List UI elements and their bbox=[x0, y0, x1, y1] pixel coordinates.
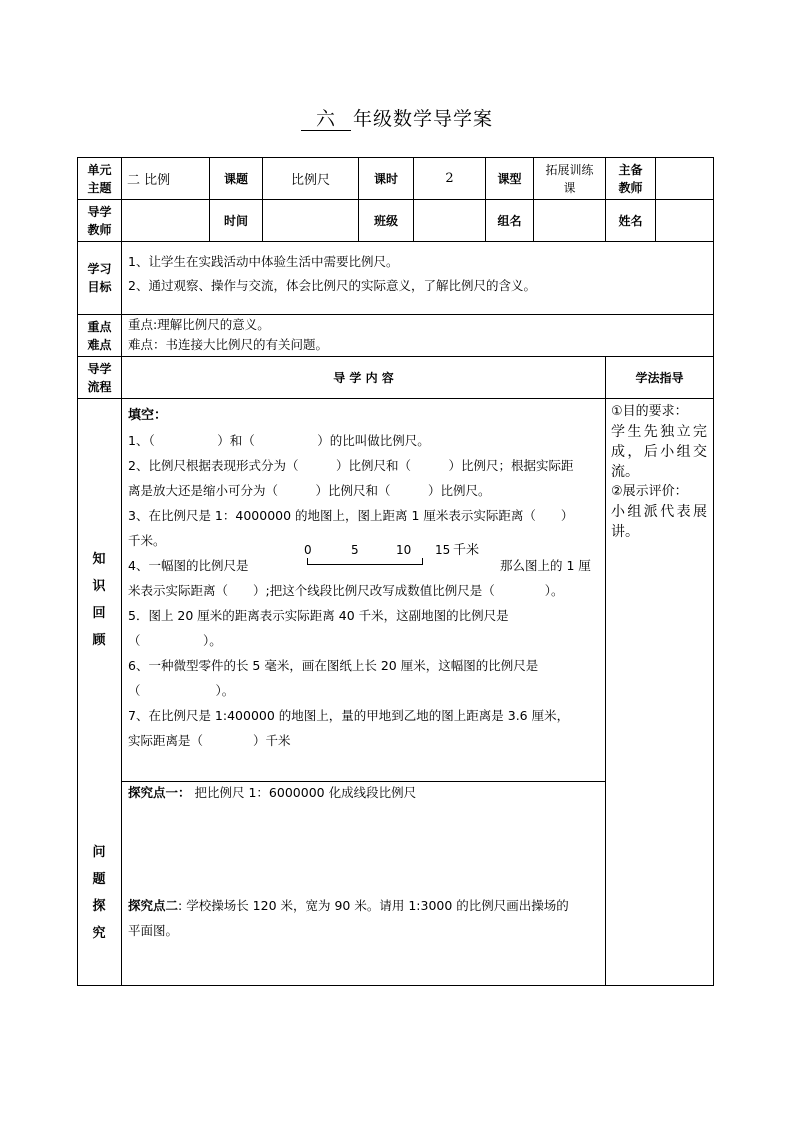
method-guide-label: ①目的要求： bbox=[611, 404, 688, 419]
content-header: 导 学 内 容 bbox=[333, 370, 394, 385]
key-point-line: 难点：书连接大比例尺的有关问题。 bbox=[128, 337, 329, 352]
scale-tick-label: 5 bbox=[351, 543, 359, 557]
explore-point-2-line2: 平面图。 bbox=[128, 923, 179, 938]
type-value: 拓展训练 课 bbox=[545, 162, 594, 195]
review-line: 7、在比例尺是 1:400000 的地图上，量的甲地到乙地的图上距离是 3.6 厘米， bbox=[128, 708, 570, 723]
unit-label: 单元 主题 bbox=[87, 162, 112, 195]
review-line: 千米。 bbox=[128, 533, 166, 548]
goal-line: 1、让学生在实践活动中体验生活中需要比例尺。 bbox=[128, 254, 399, 269]
explore-point-2 bbox=[128, 893, 569, 943]
review-content bbox=[128, 403, 602, 753]
unit-value: 二 比例 bbox=[127, 173, 171, 188]
scale-unit: 千米 bbox=[453, 543, 480, 558]
explore-point-1-text: 把比例尺 1：6000000 化成线段比例尺 bbox=[194, 785, 417, 800]
topic-label: 课题 bbox=[223, 171, 248, 186]
explore-point-1 bbox=[128, 780, 416, 805]
scale-bar bbox=[307, 564, 423, 565]
scale-tick-label: 10 bbox=[396, 543, 412, 557]
title-text: 年级数学导学案 bbox=[352, 108, 493, 130]
lead-teacher-label: 主备 教师 bbox=[618, 162, 643, 195]
review-line: （ ）。 bbox=[128, 633, 222, 648]
review-line: 2、比例尺根据表现形式分为（ ）比例尺和（ ）比例尺；根据实际距 bbox=[128, 458, 574, 473]
review-line: 实际距离是（ ）千米 bbox=[128, 733, 291, 748]
goals-text bbox=[128, 250, 536, 298]
page-title bbox=[0, 104, 794, 131]
goal-line: 2、通过观察、操作与交流，体会比例尺的实际意义，了解比例尺的含义。 bbox=[128, 278, 536, 293]
review-line: 米表示实际距离（ ）;把这个线段比例尺改写成数值比例尺是（ ）。 bbox=[128, 583, 564, 598]
scale-tick bbox=[422, 558, 423, 565]
question-4-line bbox=[128, 543, 602, 578]
explore-point-2-label: 探究点二 bbox=[128, 898, 179, 913]
scale-tick-label: 0 bbox=[304, 543, 312, 557]
question-4-suffix: 那么图上的 1 厘 bbox=[500, 558, 591, 573]
topic-value: 比例尺 bbox=[290, 173, 330, 188]
time-label: 时间 bbox=[223, 213, 248, 228]
grade-value: 六 bbox=[301, 108, 351, 131]
review-line: 离是放大还是缩小可分为（ ）比例尺和（ ）比例尺。 bbox=[128, 483, 491, 498]
guide-teacher-label: 导学 教师 bbox=[87, 204, 112, 237]
method-guide-label: ②展示评价： bbox=[611, 484, 688, 499]
key-points-label: 重点 难点 bbox=[87, 319, 112, 352]
review-line: 3、在比例尺是 1：4000000 的地图上，图上距离 1 厘米表示实际距离（ ） bbox=[128, 508, 574, 523]
explore-point-2-text: : 学校操场长 120 米，宽为 90 米。请用 1:3000 的比例尺画出操场的 bbox=[178, 898, 569, 913]
explore-point-1-label: 探究点一： bbox=[128, 785, 191, 800]
review-heading: 填空： bbox=[128, 408, 168, 423]
flow-label: 导学 流程 bbox=[87, 361, 112, 394]
method-guide-text: 学生先独立完成，后小组交流。 bbox=[611, 424, 707, 480]
review-line: （ ）。 bbox=[128, 683, 235, 698]
review-line: 6、一种微型零件的长 5 毫米，画在图纸上长 20 厘米，这幅图的比例尺是 bbox=[128, 658, 539, 673]
type-label: 课型 bbox=[497, 171, 522, 186]
class-label: 班级 bbox=[373, 213, 398, 228]
method-guide-text: 小组派代表展讲。 bbox=[611, 504, 707, 540]
key-points-text bbox=[128, 315, 328, 355]
period-label: 课时 bbox=[373, 171, 398, 186]
line-segment-scale bbox=[304, 544, 504, 578]
key-point-line: 重点:理解比例尺的意义。 bbox=[128, 317, 270, 332]
period-value: 2 bbox=[445, 171, 454, 186]
review-label: 知 识 回 顾 bbox=[92, 552, 106, 648]
question-4-prefix: 4、一幅图的比例尺是 bbox=[128, 558, 249, 573]
review-line: 5．图上 20 厘米的距离表示实际距离 40 千米，这副地图的比例尺是 bbox=[128, 608, 509, 623]
review-line: 1、（ ）和（ ）的比叫做比例尺。 bbox=[128, 433, 430, 448]
name-label: 姓名 bbox=[618, 213, 643, 228]
goals-label: 学习 目标 bbox=[87, 262, 112, 294]
method-guide bbox=[611, 402, 707, 542]
scale-tick-label: 15 bbox=[435, 543, 451, 557]
group-label: 组名 bbox=[497, 213, 522, 228]
method-guide-header: 学法指导 bbox=[635, 370, 684, 385]
explore-label: 问 题 探 究 bbox=[92, 845, 106, 941]
